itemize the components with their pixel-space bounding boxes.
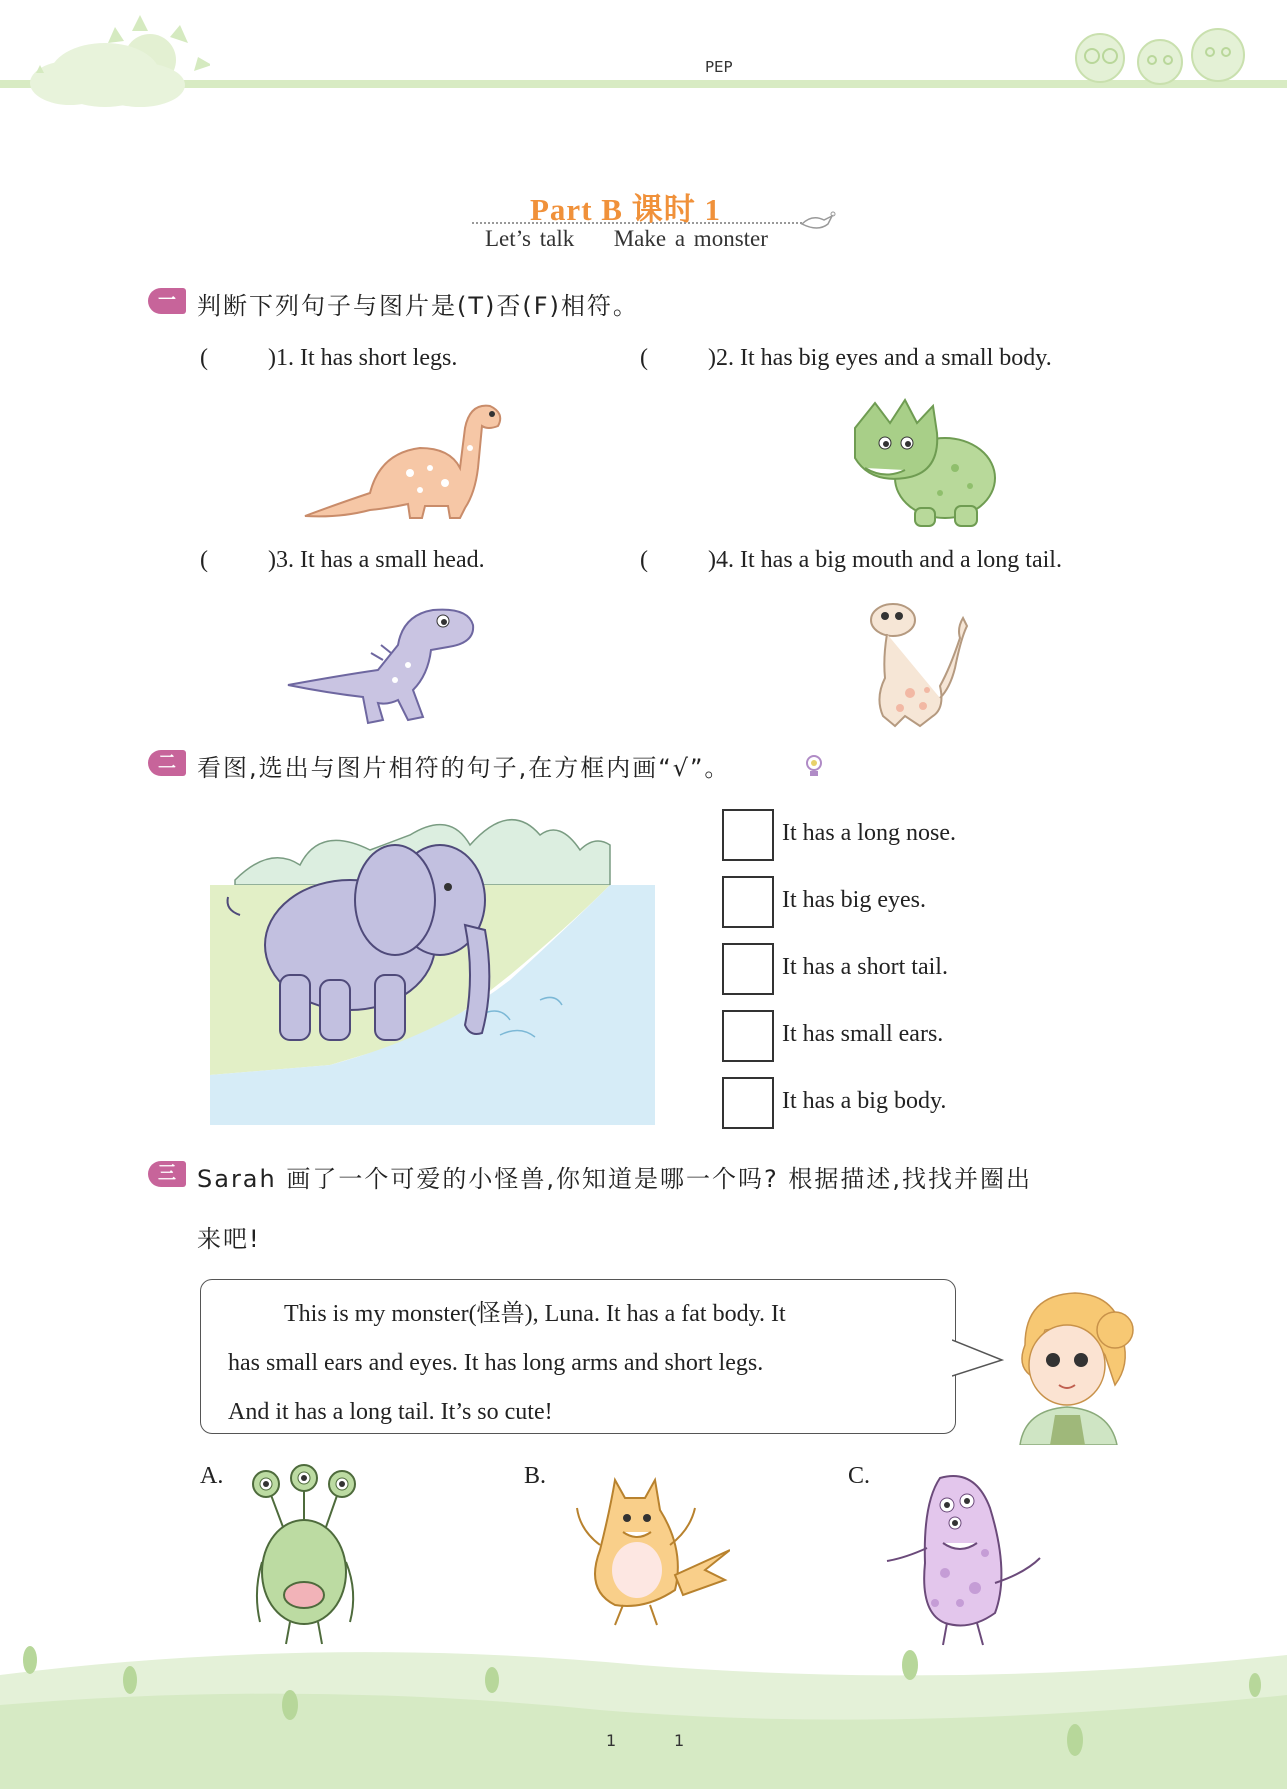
dinosaur-triceratops-image [845, 398, 1005, 530]
passage-text [228, 1290, 928, 1437]
checkbox-big-body[interactable] [722, 1077, 774, 1129]
sarah-avatar [1005, 1285, 1135, 1445]
hills-decoration [0, 1635, 1287, 1789]
sun-cloud-decoration [20, 5, 210, 115]
speech-bubble-tail [952, 1338, 1004, 1380]
section2-instruction: 看图,选出与图片相符的句子,在方框内画“√”。 [197, 754, 731, 782]
option-small-ears: It has small ears. [782, 1021, 944, 1047]
dinosaur-purple-image [283, 605, 483, 725]
monster-b-image[interactable] [565, 1470, 730, 1630]
bird-icon [800, 210, 836, 234]
choice-b-label[interactable]: B. [524, 1463, 547, 1489]
choice-a-label[interactable]: A. [200, 1463, 224, 1489]
dinosaur-orange-image [300, 398, 505, 523]
page-number-right: 1 [674, 1731, 685, 1750]
option-long-nose: It has a long nose. [782, 820, 956, 846]
passage-line-3: And it has a long tail. It’s so cute! [228, 1399, 553, 1425]
option-big-body: It has a big body. [782, 1088, 947, 1114]
question-2: ( )2. It has big eyes and a small body. [640, 345, 1052, 371]
section3-instruction-line2: 来吧! [197, 1225, 261, 1253]
question-3: ( )3. It has a small head. [200, 547, 485, 573]
monster-a-image[interactable] [248, 1462, 363, 1647]
title-divider [472, 222, 802, 224]
question-1: ( )1. It has short legs. [200, 345, 458, 371]
animal-faces-decoration [1060, 20, 1260, 85]
elephant-scene-image [210, 805, 655, 1125]
page-subtitle [485, 226, 768, 252]
checkbox-big-eyes[interactable] [722, 876, 774, 928]
lightbulb-icon [804, 754, 824, 778]
option-big-eyes: It has big eyes. [782, 887, 926, 913]
section2-badge: 二 [148, 750, 186, 776]
question-4: ( )4. It has a big mouth and a long tail. [640, 547, 1062, 573]
choice-c-label[interactable]: C. [848, 1463, 871, 1489]
option-short-tail: It has a short tail. [782, 954, 948, 980]
monster-c-image[interactable] [885, 1463, 1045, 1648]
page-title: Part B 课时 1 [530, 192, 721, 227]
dinosaur-beige-image [865, 598, 975, 733]
passage-line-1: This is my monster(怪兽), Luna. It has a fat body. It [284, 1301, 786, 1327]
section1-instruction: 判断下列句子与图片是(T)否(F)相符。 [197, 292, 639, 320]
header-tag: PEP [705, 58, 733, 76]
section3-instruction-line1: Sarah 画了一个可爱的小怪兽,你知道是哪一个吗? 根据描述,找找并圈出 [197, 1165, 1032, 1193]
checkbox-short-tail[interactable] [722, 943, 774, 995]
checkbox-long-nose[interactable] [722, 809, 774, 861]
passage-line-2: has small ears and eyes. It has long arms and short legs. [228, 1350, 764, 1376]
section3-badge: 三 [148, 1161, 186, 1187]
section1-badge: 一 [148, 288, 186, 314]
subtitle-talk: Let’s talk [485, 226, 575, 251]
page-number-left: 1 [606, 1731, 617, 1750]
subtitle-topic: Make a monster [613, 226, 768, 251]
checkbox-small-ears[interactable] [722, 1010, 774, 1062]
